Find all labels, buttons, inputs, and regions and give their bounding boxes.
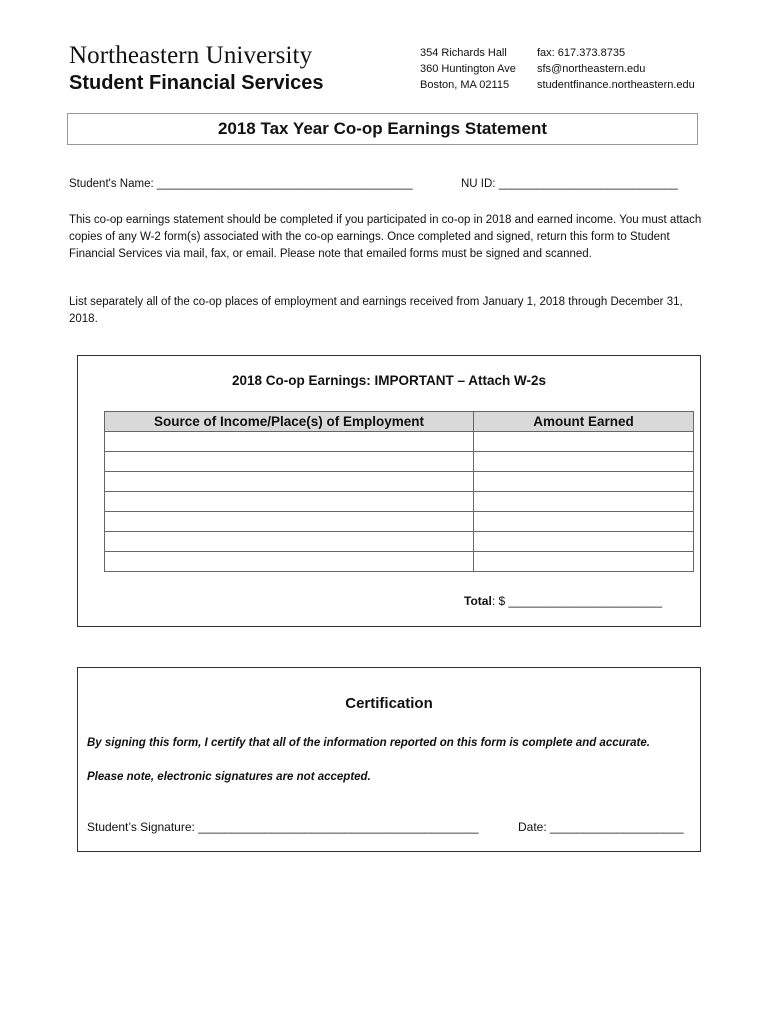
amount-cell[interactable] xyxy=(474,472,694,492)
total-line: : $ _______________________ xyxy=(491,594,662,608)
source-cell[interactable] xyxy=(105,492,474,512)
column-header-amount: Amount Earned xyxy=(474,412,694,432)
source-cell[interactable] xyxy=(105,432,474,452)
form-title: 2018 Tax Year Co-op Earnings Statement xyxy=(67,113,698,145)
student-name-field[interactable]: Student's Name: ________________________________________ xyxy=(69,178,413,190)
amount-cell[interactable] xyxy=(474,532,694,552)
signature-field[interactable]: Student’s Signature: __________________________________________ xyxy=(87,820,479,834)
column-header-source: Source of Income/Place(s) of Employment xyxy=(105,412,474,432)
source-cell[interactable] xyxy=(105,452,474,472)
amount-cell[interactable] xyxy=(474,492,694,512)
university-name: Northeastern University xyxy=(69,42,313,69)
table-row xyxy=(105,512,694,532)
table-row xyxy=(105,472,694,492)
email-link[interactable]: sfs@northeastern.edu xyxy=(537,63,646,75)
source-cell[interactable] xyxy=(105,552,474,572)
website-link[interactable]: studentfinance.northeastern.edu xyxy=(537,79,695,91)
date-field[interactable]: Date: ____________________ xyxy=(518,820,684,834)
table-row xyxy=(105,552,694,572)
listing-instructions: List separately all of the co-op places of employment and earnings received from January 1, 2018 through December 31, 2018. xyxy=(69,296,683,325)
address-line: Boston, MA 02115 xyxy=(420,79,510,91)
signature-note: Please note, electronic signatures are not accepted. xyxy=(87,771,371,783)
amount-cell[interactable] xyxy=(474,452,694,472)
fax-number: fax: 617.373.8735 xyxy=(537,47,626,59)
source-cell[interactable] xyxy=(105,532,474,552)
source-cell[interactable] xyxy=(105,512,474,532)
total-label: Total xyxy=(464,594,492,608)
earnings-section xyxy=(77,355,701,627)
amount-cell[interactable] xyxy=(474,552,694,572)
instructions-paragraph: This co-op earnings statement should be completed if you participated in co-op in 2018 and earned income. You must attach copies of any W-2 form(s) associated with the co-op earnings. Once completed and signed, return this form to Student Financial Services via mail, fax, or email. Please note that emailed forms must be signed and scanned. xyxy=(69,214,702,260)
certification-statement: By signing this form, I certify that all of the information reported on this form is complete and accurate. xyxy=(87,737,650,749)
address-line: 354 Richards Hall xyxy=(420,47,507,59)
nu-id-field[interactable]: NU ID: ____________________________ xyxy=(461,178,678,190)
certification-title: Certification xyxy=(345,695,433,712)
contact-block xyxy=(537,45,695,93)
table-row xyxy=(105,452,694,472)
earnings-table xyxy=(104,411,694,572)
table-row xyxy=(105,492,694,512)
certification-section xyxy=(77,667,701,852)
source-cell[interactable] xyxy=(105,472,474,492)
amount-cell[interactable] xyxy=(474,512,694,532)
earnings-heading: 2018 Co-op Earnings: IMPORTANT – Attach W-2s xyxy=(231,373,546,388)
table-row xyxy=(105,532,694,552)
department-name: Student Financial Services xyxy=(69,72,324,94)
total-field[interactable] xyxy=(78,594,662,608)
amount-cell[interactable] xyxy=(474,432,694,452)
address-block xyxy=(420,45,516,93)
table-row xyxy=(105,432,694,452)
address-line: 360 Huntington Ave xyxy=(420,63,516,75)
